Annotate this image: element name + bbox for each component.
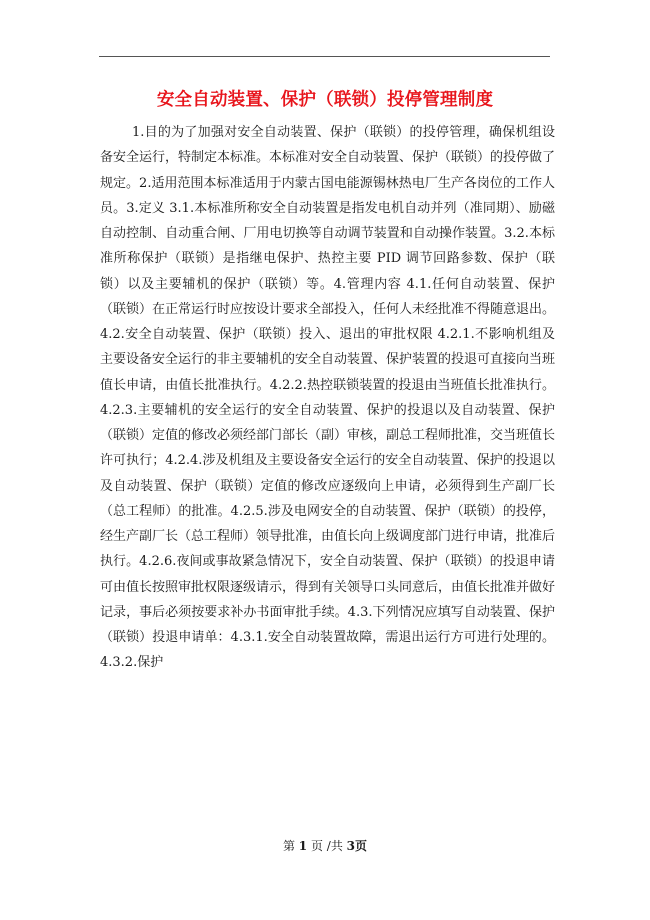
- document-body: 1.目的为了加强对安全自动装置、保护（联锁）的投停管理，确保机组设备安全运行，特制定本标准。本标准对安全自动装置、保护（联锁）的投停做了规定。2.适用范围本标准适用于内蒙古国电能源锡林热电厂生产各岗位的工作人员。3.定义 3.1.本标准所称安全自动装置是指发电机自动并列（准同期）、励磁自动控制、自动重合闸、厂用电切换等自动调节装置和自动操作装置。3.2.本标准所称保护（联锁）是指继电保护、热控主要 PID 调节回路参数、保护（联锁）以及主要辅机的保护（联锁）等。4.管理内容 4.1.任何自动装置、保护（联锁）在正常运行时应按设计要求全部投入，任何人未经批准不得随意退出。4.2.安全自动装置、保护（联锁）投入、退出的审批权限 4.2.1.不影响机组及主要设备安全运行的非主要辅机的安全自动装置、保护装置的投退可直接向当班值长申请，由值长批准执行。4.2.2.热控联锁装置的投退由当班值长批准执行。4.2.3.主要辅机的安全运行的安全自动装置、保护的投退以及自动装置、保护（联锁）定值的修改必须经部门部长（副）审核，副总工程师批准，交当班值长许可执行；4.2.4.涉及机组及主要设备安全运行的安全自动装置、保护的投退以及自动装置、保护（联锁）定值的修改应逐级向上申请，必须得到生产副厂长（总工程师）的批准。4.2.5.涉及电网安全的自动装置、保护（联锁）的投停，经生产副厂长（总工程师）领导批准，由值长向上级调度部门进行申请，批准后执行。4.2.6.夜间或事故紧急情况下，安全自动装置、保护（联锁）的投退申请可由值长按照审批权限逐级请示，得到有关领导口头同意后，由值长批准并做好记录，事后必须按要求补办书面审批手续。4.3.下列情况应填写自动装置、保护（联锁）投退申请单：4.3.1.安全自动装置故障，需退出运行方可进行处理的。4.3.2.保护: [100, 125, 556, 671]
- page-footer: [0, 838, 650, 854]
- page-total: 3: [346, 839, 356, 853]
- page-prefix: 第: [282, 839, 299, 853]
- page-middle: 页 /共: [307, 839, 347, 853]
- document-title: 安全自动装置、保护（联锁）投停管理制度: [156, 90, 494, 110]
- page-suffix: 页: [355, 839, 368, 853]
- page-current: 1: [298, 839, 308, 853]
- header-rule: [99, 56, 550, 57]
